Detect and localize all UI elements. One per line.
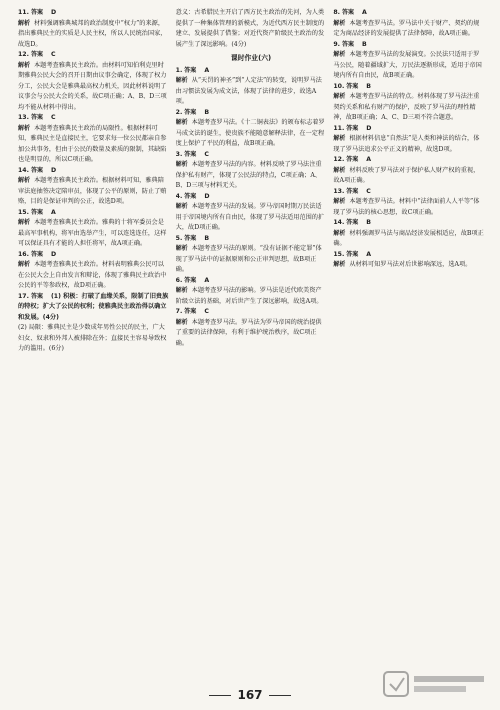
explanation-paragraph <box>333 166 484 187</box>
answer-label: 答案 <box>30 9 43 16</box>
explanation-text: 根据材料信息“自然法”是人类和神法的结合，体现了罗马法追求公平正义的精神，故选D项。 <box>333 135 480 153</box>
answer-value: D <box>50 250 57 258</box>
explanation-paragraph <box>176 244 327 276</box>
explanation-paragraph <box>18 218 169 250</box>
page-number-dash-right <box>269 695 291 696</box>
explanation-text: 本题考查罗马法的发展演变。公民法只适用于罗马公民，随着疆域扩大，万民法逐渐形成，适用于帝国境内所有自由民，故B项正确。 <box>333 51 482 79</box>
explanation-text: 本题考查雅典民主政治。材料表明雅典公民可以在公民大会上自由发言和辩论，体现了雅典民主政治中公民的平等参政权，故D项正确。 <box>18 261 167 289</box>
answer-value: A <box>366 156 372 163</box>
explanation-text: 意义：古希腊民主开启了西方民主政治的先河，为人类提供了一种集体管理的新模式，为近代西方民主制度的建立、发展提供了借鉴；对近代资产阶级民主政治的发展产生了深远影响。(4分) <box>175 9 325 48</box>
answer-label: 答案 <box>346 82 359 90</box>
explanation-paragraph <box>176 318 327 350</box>
answer-row <box>176 276 327 287</box>
answer-row <box>18 50 169 61</box>
explanation-text: 本题考查雅典民主政治。雅典的十将军委员会是最高军事机构，将军由选举产生，可以连选连任，这样可以保证具有才能的人担任将军，故A项正确。 <box>18 219 167 247</box>
question-number: 9. <box>333 40 340 48</box>
explanation-text: 本题考查雅典民主政治。根据材料可知，雅典陪审法庭抽签决定陪审员，体现了公平的原则，防止了贿赂，目的是保证审判的公正，故选D项。 <box>18 177 167 205</box>
answer-value: A <box>366 250 372 258</box>
answer-row <box>333 155 484 166</box>
explanation-label: 解析 <box>18 19 31 27</box>
answer-row <box>176 66 327 77</box>
answer-value: A <box>204 276 210 284</box>
answer-row <box>176 307 327 318</box>
question-number: 7. <box>175 308 183 315</box>
explanation-label: 解析 <box>333 261 346 268</box>
explanation-label: 解析 <box>175 203 188 210</box>
explanation-label: 解析 <box>18 124 31 132</box>
answer-value: C <box>50 114 56 121</box>
page-number-dash-left <box>209 695 231 696</box>
explanation-label: 解析 <box>175 287 188 294</box>
explanation-text: 材料强调雅典城邦的政治制度中“权力”的来源，指出雅典民主的实质是人民主权，所以人民统治国家，故选D。 <box>18 19 167 48</box>
answer-value: B <box>366 219 372 226</box>
explanation-text: 本题考查罗马法。罗马法为罗马帝国的统治提供了重要的法律保障，有利于维护统治秩序，故C项正确。 <box>175 318 322 347</box>
explanation-label: 解析 <box>175 77 188 84</box>
explanation-paragraph <box>18 176 169 208</box>
answer-label: 答案 <box>346 250 359 258</box>
question-number: 14. <box>333 219 345 226</box>
question-number: 3. <box>175 150 183 158</box>
explanation-text: 本题考查罗马法的特点。材料体现了罗马法注重契约关系和私有财产的保护，反映了罗马法的理性精神，故B项正确；A、C、D三项不符合题意。 <box>333 93 480 121</box>
answer-row <box>18 250 169 261</box>
explanation-text: 本题考查雅典民主政治。由材料可知伯利克里时期雅典公民大会的召开日期由议事会确定，体现了权力分工，公民大会是雅典最高权力机关，因此材料说明了议事会与公民大会的关系，故C项正确；A、B、D三项均不能从材料中得出。 <box>18 61 167 111</box>
answer-columns <box>18 8 484 684</box>
explanation-text: 材料强调罗马法与商品经济发展相适应，故B项正确。 <box>333 229 484 247</box>
explanation-paragraph <box>18 19 169 51</box>
answer-row <box>176 150 327 161</box>
answer-label: 答案 <box>184 66 197 74</box>
explanation-label: 解析 <box>18 177 31 184</box>
answer-label: 答案 <box>30 250 43 258</box>
explanation-label: 解析 <box>18 261 31 268</box>
explanation-text: 本题考查罗马法的发展。罗马帝国时期万民法适用于帝国境内所有自由民，体现了罗马法适用范围的扩大，故D项正确。 <box>175 203 325 231</box>
answer-value: D <box>204 192 210 200</box>
answer-label: 答案 <box>346 124 359 132</box>
explanation-text: 从材料可知罗马法对后世影响深远，选A项。 <box>349 261 472 268</box>
question-number: 16. <box>18 250 29 258</box>
explanation-label: 解析 <box>333 51 346 58</box>
answer-row <box>176 108 327 119</box>
column-right <box>333 8 484 684</box>
explanation-paragraph <box>18 124 169 166</box>
explanation-paragraph <box>333 197 484 218</box>
answer-row <box>18 166 169 177</box>
explanation-paragraph <box>176 8 327 50</box>
explanation-text: 本题考查罗马法。《十二铜表法》的颁布标志着罗马成文法的诞生，使贵族不能随意解释法律，在一定程度上保护了平民的利益，故B项正确。 <box>175 119 325 147</box>
answer-row <box>176 192 327 203</box>
answer-label: 答案 <box>30 51 43 58</box>
explanation-label: 解析 <box>175 245 188 252</box>
answer-value: B <box>204 234 210 242</box>
answer-row <box>333 8 484 19</box>
question-number: 15. <box>18 208 29 216</box>
answer-label: 答案 <box>30 166 43 174</box>
answer-row <box>176 234 327 245</box>
explanation-text: 本题考查罗马法的影响。罗马法是近代欧美资产阶级立法的基础，对后世产生了深远影响，故选A项。 <box>175 287 323 305</box>
answer-value: A <box>204 66 210 74</box>
explanation-paragraph <box>333 260 484 271</box>
answer-label: 答案 <box>184 276 197 284</box>
answer-label: 答案 <box>346 219 359 226</box>
answer-label: 答案 <box>184 308 197 315</box>
answer-row <box>333 82 484 93</box>
explanation-label: 解析 <box>175 161 188 168</box>
question-number: 13. <box>18 114 29 121</box>
explanation-paragraph <box>176 160 327 192</box>
answer-label: 答案 <box>184 234 197 242</box>
explanation-paragraph <box>176 118 327 150</box>
answer-value: A <box>361 9 367 16</box>
explanation-paragraph <box>176 286 327 307</box>
question-number: 14. <box>18 166 29 174</box>
explanation-label: 解析 <box>18 61 31 69</box>
explanation-label: 解析 <box>333 198 346 205</box>
answer-row <box>18 8 169 19</box>
explanation-paragraph <box>333 134 484 155</box>
answer-row <box>333 124 484 135</box>
answer-value: C <box>50 51 56 58</box>
answer-row <box>18 208 169 219</box>
answer-label: 答案 <box>184 150 197 158</box>
explanation-label: 解析 <box>18 219 31 226</box>
column-left <box>18 8 169 684</box>
answer-value: C <box>204 150 209 158</box>
question-number: 12. <box>333 156 345 163</box>
explanation-paragraph <box>18 323 169 355</box>
answer-row <box>333 218 484 229</box>
answer-value: (1) 积极：打破了血缘关系，限制了旧贵族的特权；扩大了公民的权利；使雅典民主政治得以确立和发展。(4分) <box>18 292 169 321</box>
answer-value: D <box>366 124 372 132</box>
explanation-paragraph <box>18 61 169 114</box>
question-number: 2. <box>175 108 183 116</box>
question-number: 6. <box>175 276 183 284</box>
question-number: 17. <box>18 292 29 300</box>
explanation-label: 解析 <box>333 166 346 174</box>
page-number-value: 167 <box>237 688 263 702</box>
answer-row <box>333 40 484 51</box>
answer-row <box>18 292 169 324</box>
explanation-text: 材料反映了罗马法对于保护私人财产权的重视，故A项正确。 <box>333 166 480 184</box>
section-heading: 课时作业(六) <box>230 54 272 62</box>
question-number: 11. <box>333 124 345 132</box>
explanation-text: 本题考查罗马法的原则。“没有证据不能定罪”体现了罗马法中的证据原则和公正审判思想，故B项正确。 <box>175 245 322 273</box>
explanation-paragraph <box>18 260 169 292</box>
question-number: 15. <box>333 250 345 258</box>
explanation-label: 解析 <box>333 93 346 100</box>
answer-label: 答案 <box>341 9 354 16</box>
explanation-text: 本题考查罗马法的内容。材料反映了罗马法注重保护私有财产，体现了公民法的特点，C项正确；A、B、D三项与材料无关。 <box>175 161 322 189</box>
answer-value: C <box>366 187 371 195</box>
explanation-paragraph <box>333 19 484 40</box>
answer-value: A <box>50 208 56 216</box>
answer-value: B <box>204 108 210 116</box>
answer-label: 答案 <box>346 156 359 163</box>
explanation-label: 解析 <box>175 119 188 126</box>
explanation-paragraph <box>333 92 484 124</box>
explanation-text: 本题考查罗马法。材料中“法律面前人人平等”体现了罗马法的核心思想，故C项正确。 <box>333 198 480 216</box>
explanation-text: 本题考查雅典民主政治的局限性。根据材料可知，雅典民主是直接民主，它要求每一位公民都亲自参加公共事务，但由于公民的数量及素质的限制，其缺陷也是明显的，所以C项正确。 <box>18 124 167 163</box>
explanation-label: 解析 <box>333 229 346 237</box>
question-number: 4. <box>175 192 183 200</box>
explanation-paragraph <box>176 202 327 234</box>
answer-value: B <box>361 40 367 48</box>
explanation-paragraph <box>333 229 484 250</box>
watermark-logo <box>380 664 490 704</box>
answer-row <box>333 250 484 261</box>
explanation-text: 本题考查罗马法。罗马法中关于财产、契约的规定为商品经济的发展提供了法律保障，故A项正确。 <box>333 19 480 37</box>
explanation-paragraph <box>333 50 484 82</box>
answer-value: D <box>50 166 57 174</box>
explanation-text: 从“天罚的神圣”到“人定法”的转变，说明罗马法由习惯法发展为成文法，体现了法律的进步，故选A项。 <box>175 77 322 105</box>
answer-value: D <box>50 9 57 16</box>
explanation-label: 解析 <box>333 19 346 27</box>
question-number: 12. <box>18 51 29 58</box>
answer-label: 答案 <box>184 192 197 200</box>
answer-label: 答案 <box>184 108 197 116</box>
answer-label: 答案 <box>30 208 43 216</box>
answer-label: 答案 <box>30 114 43 121</box>
question-number: 10. <box>333 82 345 90</box>
answer-label: 答案 <box>30 292 43 300</box>
explanation-paragraph <box>176 76 327 108</box>
question-number: 1. <box>175 66 183 74</box>
question-number: 8. <box>333 9 340 16</box>
question-number: 11. <box>18 9 29 16</box>
question-number: 5. <box>175 234 183 242</box>
answer-row <box>333 187 484 198</box>
column-middle <box>176 8 327 684</box>
answer-label: 答案 <box>346 187 359 195</box>
answer-value: C <box>204 308 209 315</box>
explanation-text: (2) 局限：雅典民主是少数成年男性公民的民主，广大妇女、奴隶和外邦人被排除在外；直接民主容易导致权力的滥用。(6分) <box>18 324 167 352</box>
question-number: 13. <box>333 187 345 195</box>
explanation-label: 解析 <box>333 135 346 142</box>
answer-row <box>18 113 169 124</box>
explanation-label: 解析 <box>175 318 188 326</box>
answer-value: B <box>366 82 372 90</box>
answer-label: 答案 <box>341 40 354 48</box>
